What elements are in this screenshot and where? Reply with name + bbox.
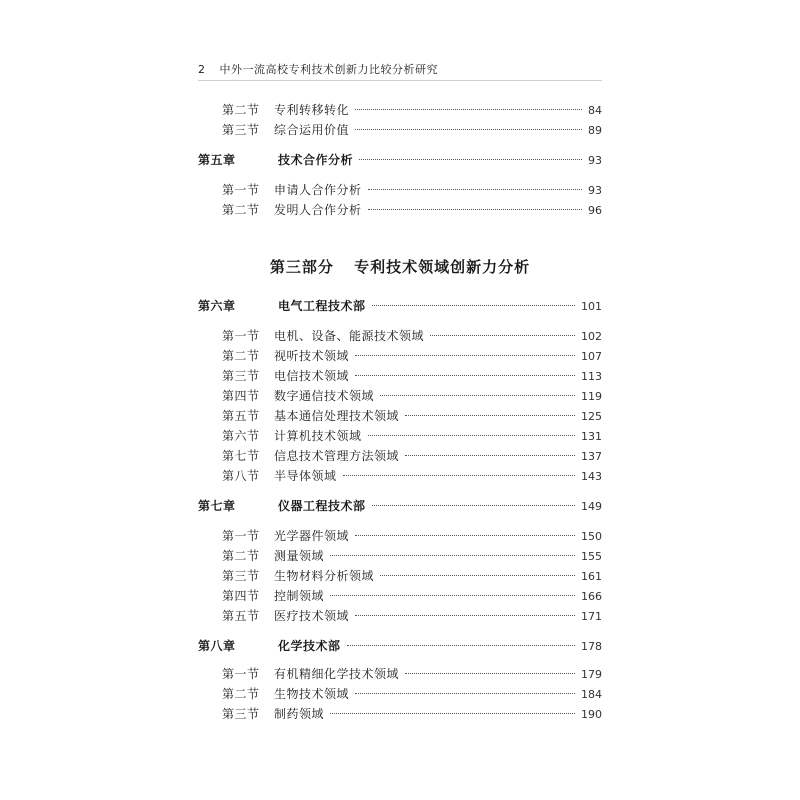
entry-title: 测量领域 [274,549,325,563]
dot-leader [380,575,575,576]
entry-page-number: 171 [581,610,602,623]
part-heading [0,256,800,277]
part-label: 第三部分 [269,258,334,276]
entry-number: 第三节 [222,369,260,383]
entry-number: 第二节 [222,203,260,217]
entry-number: 第四节 [222,589,260,603]
entry-title: 仪器工程技术部 [278,499,366,513]
entry-page-number: 119 [581,390,602,403]
entry-title: 半导体领域 [274,469,337,483]
header-book-title: 中外一流高校专利技术创新力比较分析研究 [219,63,438,76]
entry-page-number: 155 [581,550,602,563]
entry-title: 电信技术领域 [274,369,350,383]
entry-page-number: 125 [581,410,602,423]
entry-page-number: 84 [588,104,602,117]
entry-number: 第六章 [198,299,236,313]
entry-number: 第四节 [222,389,260,403]
dot-leader [405,455,575,456]
entry-title: 医疗技术领域 [274,609,350,623]
dot-leader [405,673,575,674]
entry-number: 第二节 [222,687,260,701]
entry-number: 第五节 [222,409,260,423]
entry-title: 制药领域 [274,707,325,721]
entry-number: 第二节 [222,349,260,363]
dot-leader [355,615,575,616]
entry-page-number: 190 [581,708,602,721]
dot-leader [330,555,575,556]
dot-leader [359,159,582,160]
entry-page-number: 107 [581,350,602,363]
dot-leader [355,355,575,356]
entry-number: 第三节 [222,123,260,137]
entry-title: 化学技术部 [278,639,341,653]
dot-leader [430,335,575,336]
entry-page-number: 89 [588,124,602,137]
toc-chapter-entry [198,637,602,655]
toc-chapter-entry [198,497,602,515]
dot-leader [368,435,575,436]
toc-section-entry [222,181,602,199]
entry-title: 控制领域 [274,589,325,603]
entry-title: 基本通信处理技术领域 [274,409,400,423]
entry-title: 数字通信技术领域 [274,389,375,403]
toc-section-entry [222,387,602,405]
toc-section-entry [222,407,602,425]
dot-leader [355,129,582,130]
entry-title: 生物技术领域 [274,687,350,701]
dot-leader [355,109,582,110]
toc-section-entry [222,101,602,119]
entry-page-number: 102 [581,330,602,343]
toc-chapter-entry [198,151,602,169]
entry-page-number: 161 [581,570,602,583]
toc-section-entry [222,587,602,605]
entry-page-number: 93 [588,154,602,167]
part-title: 专利技术领域创新力分析 [354,258,531,276]
toc-section-entry [222,665,602,683]
toc-section-entry [222,527,602,545]
entry-number: 第一节 [222,667,260,681]
dot-leader [372,505,575,506]
dot-leader [343,475,575,476]
toc-section-entry [222,121,602,139]
entry-number: 第五章 [198,153,236,167]
toc-section-entry [222,347,602,365]
entry-title: 技术合作分析 [278,153,354,167]
entry-page-number: 166 [581,590,602,603]
entry-page-number: 150 [581,530,602,543]
toc-section-entry [222,367,602,385]
header-divider [198,80,602,81]
dot-leader [355,693,575,694]
entry-page-number: 113 [581,370,602,383]
dot-leader [368,209,582,210]
entry-page-number: 93 [588,184,602,197]
entry-number: 第七章 [198,499,236,513]
toc-section-entry [222,427,602,445]
entry-number: 第二节 [222,103,260,117]
entry-title: 信息技术管理方法领域 [274,449,400,463]
entry-number: 第三节 [222,707,260,721]
entry-number: 第一节 [222,329,260,343]
entry-page-number: 131 [581,430,602,443]
toc-section-entry [222,327,602,345]
entry-title: 有机精细化学技术领域 [274,667,400,681]
dot-leader [380,395,575,396]
entry-title: 电机、设备、能源技术领域 [274,329,425,343]
entry-number: 第五节 [222,609,260,623]
entry-page-number: 143 [581,470,602,483]
entry-title: 电气工程技术部 [278,299,366,313]
dot-leader [368,189,582,190]
header-page-number: 2 [198,63,206,76]
dot-leader [347,645,575,646]
entry-number: 第一节 [222,529,260,543]
entry-page-number: 179 [581,668,602,681]
entry-title: 计算机技术领域 [274,429,362,443]
dot-leader [355,375,575,376]
running-header [198,61,438,77]
entry-title: 光学器件领域 [274,529,350,543]
entry-page-number: 149 [581,500,602,513]
entry-number: 第八节 [222,469,260,483]
dot-leader [330,713,575,714]
entry-number: 第六节 [222,429,260,443]
toc-section-entry [222,607,602,625]
toc-section-entry [222,547,602,565]
entry-page-number: 101 [581,300,602,313]
entry-number: 第三节 [222,569,260,583]
entry-title: 专利转移转化 [274,103,350,117]
dot-leader [405,415,575,416]
entry-title: 发明人合作分析 [274,203,362,217]
entry-title: 视听技术领域 [274,349,350,363]
entry-page-number: 137 [581,450,602,463]
toc-section-entry [222,201,602,219]
toc-chapter-entry [198,297,602,315]
entry-number: 第八章 [198,639,236,653]
dot-leader [330,595,575,596]
toc-section-entry [222,447,602,465]
dot-leader [372,305,575,306]
entry-page-number: 96 [588,204,602,217]
entry-title: 生物材料分析领域 [274,569,375,583]
entry-page-number: 178 [581,640,602,653]
toc-section-entry [222,567,602,585]
toc-section-entry [222,705,602,723]
entry-number: 第一节 [222,183,260,197]
entry-page-number: 184 [581,688,602,701]
toc-section-entry [222,685,602,703]
entry-title: 申请人合作分析 [274,183,362,197]
entry-number: 第七节 [222,449,260,463]
toc-section-entry [222,467,602,485]
dot-leader [355,535,575,536]
entry-title: 综合运用价值 [274,123,350,137]
entry-number: 第二节 [222,549,260,563]
